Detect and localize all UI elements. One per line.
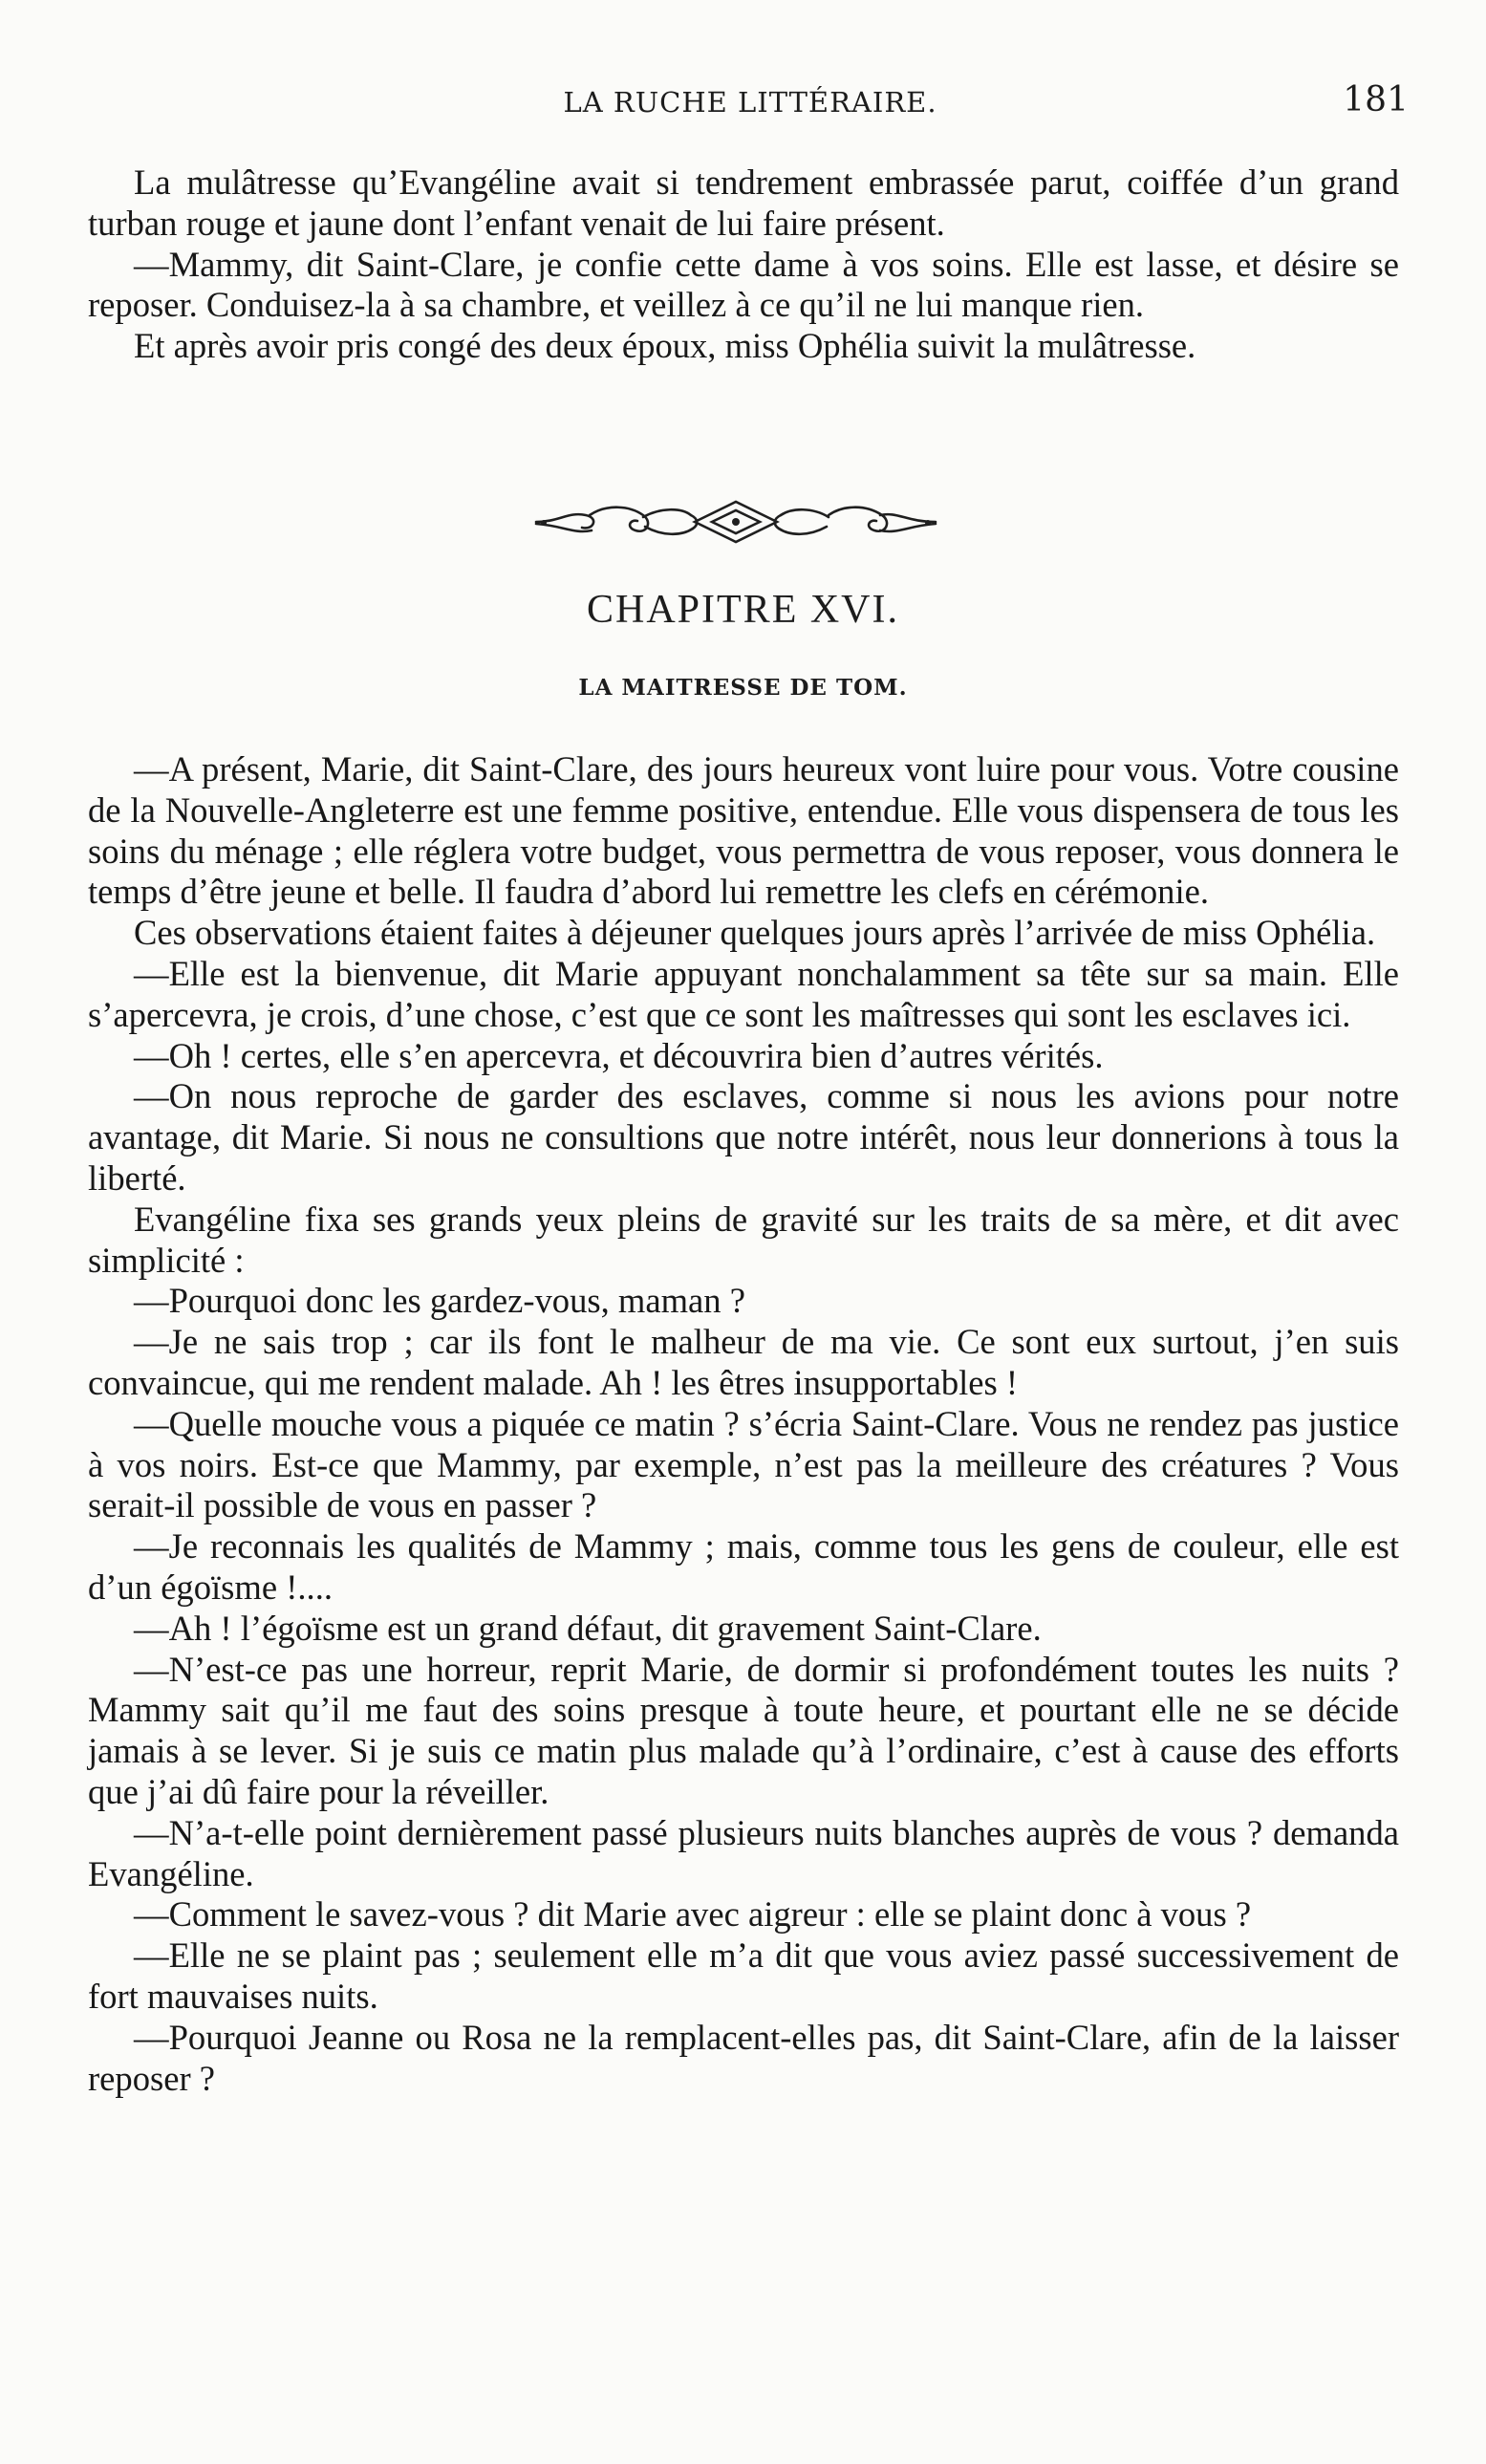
- paragraph: Evangéline fixa ses grands yeux pleins de gravité sur les traits de sa mère, et dit avec simplicité :: [88, 1199, 1399, 1280]
- paragraph: Ces observations étaient faites à déjeuner quelques jours après l’arrivée de miss Ophélia.: [134, 913, 1376, 953]
- paragraph: —N’est-ce pas une horreur, reprit Marie, de dormir si profondément toutes les nuits ? Mammy sait qu’il me faut des soins presque à toute heure, et pourtant elle ne se décide jamais à se lever. Si je suis ce matin plus malade qu’à l’ordinaire, c’est à cause des efforts que j’ai dû faire pour la réveiller.: [88, 1649, 1399, 1811]
- chapter-body: [88, 749, 1399, 2099]
- paragraph: —Ah ! l’égoïsme est un grand défaut, dit gravement Saint-Clare.: [134, 1608, 1042, 1648]
- top-text-block: [88, 162, 1399, 367]
- paragraph: —Elle ne se plaint pas ; seulement elle m’a dit que vous aviez passé successivement de fort mauvaises nuits.: [88, 1935, 1399, 2016]
- page-number: 181: [1343, 80, 1409, 119]
- page-header: [86, 78, 1414, 126]
- chapter-subtitle: LA MAITRESSE DE TOM.: [578, 675, 908, 701]
- paragraph: —A présent, Marie, dit Saint-Clare, des jours heureux vont luire pour vous. Votre cousine de la Nouvelle-Angleterre est une femme positive, entendue. Elle vous dispensera de tous les soins du ménage ; elle réglera votre budget, vous permettra de vous reposer, vous donnera le temps d’être jeune et belle. Il faudra d’abord lui remettre les clefs en cérémonie.: [88, 749, 1399, 912]
- fleuron-ornament-icon: [530, 492, 941, 551]
- paragraph: —Pourquoi donc les gardez-vous, maman ?: [134, 1281, 745, 1321]
- paragraph: —Oh ! certes, elle s’en apercevra, et découvrira bien d’autres vérités.: [134, 1035, 1104, 1075]
- paragraph: —Elle est la bienvenue, dit Marie appuyant nonchalamment sa tête sur sa main. Elle s’apercevra, je crois, d’une chose, c’est que ce sont les maîtresses qui sont les esclaves ici.: [88, 953, 1399, 1034]
- paragraph: —Mammy, dit Saint-Clare, je confie cette dame à vos soins. Elle est lasse, et désire se reposer. Conduisez-la à sa chambre, et veillez à ce qu’il ne lui manque rien.: [88, 244, 1399, 325]
- paragraph: —Je reconnais les qualités de Mammy ; mais, comme tous les gens de couleur, elle est d’un égoïsme !....: [88, 1526, 1399, 1607]
- paragraph: La mulâtresse qu’Evangéline avait si tendrement embrassée parut, coiffée d’un grand turban rouge et jaune dont l’enfant venait de lui faire présent.: [88, 162, 1399, 243]
- paragraph: —N’a-t-elle point dernièrement passé plusieurs nuits blanches auprès de vous ? demanda Evangéline.: [88, 1812, 1399, 1893]
- running-title: LA RUCHE LITTÉRAIRE.: [563, 86, 937, 119]
- paragraph: —Je ne sais trop ; car ils font le malheur de ma vie. Ce sont eux surtout, j’en suis convaincue, qui me rendent malade. Ah ! les êtres insupportables !: [88, 1322, 1399, 1402]
- paragraph: —On nous reproche de garder des esclaves, comme si nous les avions pour notre avantage, dit Marie. Si nous ne consultions que notre intérêt, nous leur donnerions à tous la liberté.: [88, 1076, 1399, 1198]
- paragraph: —Pourquoi Jeanne ou Rosa ne la remplacent-elles pas, dit Saint-Clare, afin de la laisser reposer ?: [88, 2017, 1399, 2098]
- paragraph: —Comment le savez-vous ? dit Marie avec aigreur : elle se plaint donc à vous ?: [134, 1894, 1252, 1934]
- paragraph: —Quelle mouche vous a piquée ce matin ? s’écria Saint-Clare. Vous ne rendez pas justice à vos noirs. Est-ce que Mammy, par exemple, n’est pas la meilleure des créatures ? Vous serait-il possible de vous en passer ?: [88, 1403, 1399, 1525]
- paragraph: Et après avoir pris congé des deux époux, miss Ophélia suivit la mulâtresse.: [134, 326, 1196, 366]
- chapter-title: CHAPITRE XVI.: [587, 588, 899, 632]
